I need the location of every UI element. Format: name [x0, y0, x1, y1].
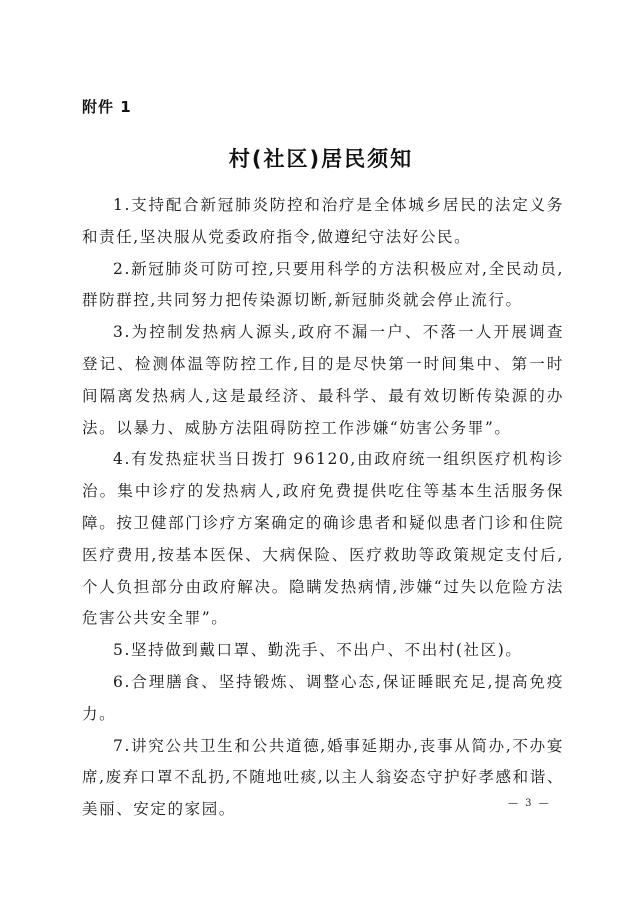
paragraph-4: 4.有发热症状当日拨打 96120,由政府统一组织医疗机构诊治。集中诊疗的发热病人,政府免费提供吃住等基本生活服务保障。按卫健部门诊疗方案确定的确诊患者和疑似患者门诊和住院医疗费用,按基本医保、大病保险、医疗救助等政策规定支付后,个人负担部分由政府解决。隐瞒发热病情,涉嫌“过失以危险方法危害公共安全罪”。	[82, 450, 564, 628]
paragraph-7: 7.讲究公共卫生和公共道德,婚事延期办,丧事从简办,不办宴席,废弃口罩不乱扔,不随地吐痰,以主人翁姿态守护好孝感和谐、美丽、安定的家园。	[82, 736, 564, 819]
paragraph-2: 2.新冠肺炎可防可控,只要用科学的方法积极应对,全民动员,群防群控,共同努力把传染源切断,新冠肺炎就会停止流行。	[82, 259, 564, 310]
paragraph-5: 5.坚持做到戴口罩、勤洗手、不出户、不出村(社区)。	[113, 641, 523, 660]
page-number: — 3 —	[508, 798, 551, 809]
attachment-label: 附件 1	[82, 98, 132, 116]
document-title: 村(社区)居民须知	[228, 147, 414, 171]
paragraph-6: 6.合理膳食、坚持锻炼、调整心态,保证睡眠充足,提高免疫力。	[82, 672, 564, 723]
paragraph-3: 3.为控制发热病人源头,政府不漏一户、不落一人开展调查登记、检测体温等防控工作,目的是尽快第一时间集中、第一时间隔离发热病人,这是最经济、最科学、最有效切断传染源的办法。以暴力、威胁方法阻碍防控工作涉嫌“妨害公务罪”。	[82, 323, 564, 437]
document-body	[82, 190, 564, 826]
paragraph-1: 1.支持配合新冠肺炎防控和治疗是全体城乡居民的法定义务和责任,坚决服从党委政府指令,做遵纪守法好公民。	[82, 196, 564, 246]
